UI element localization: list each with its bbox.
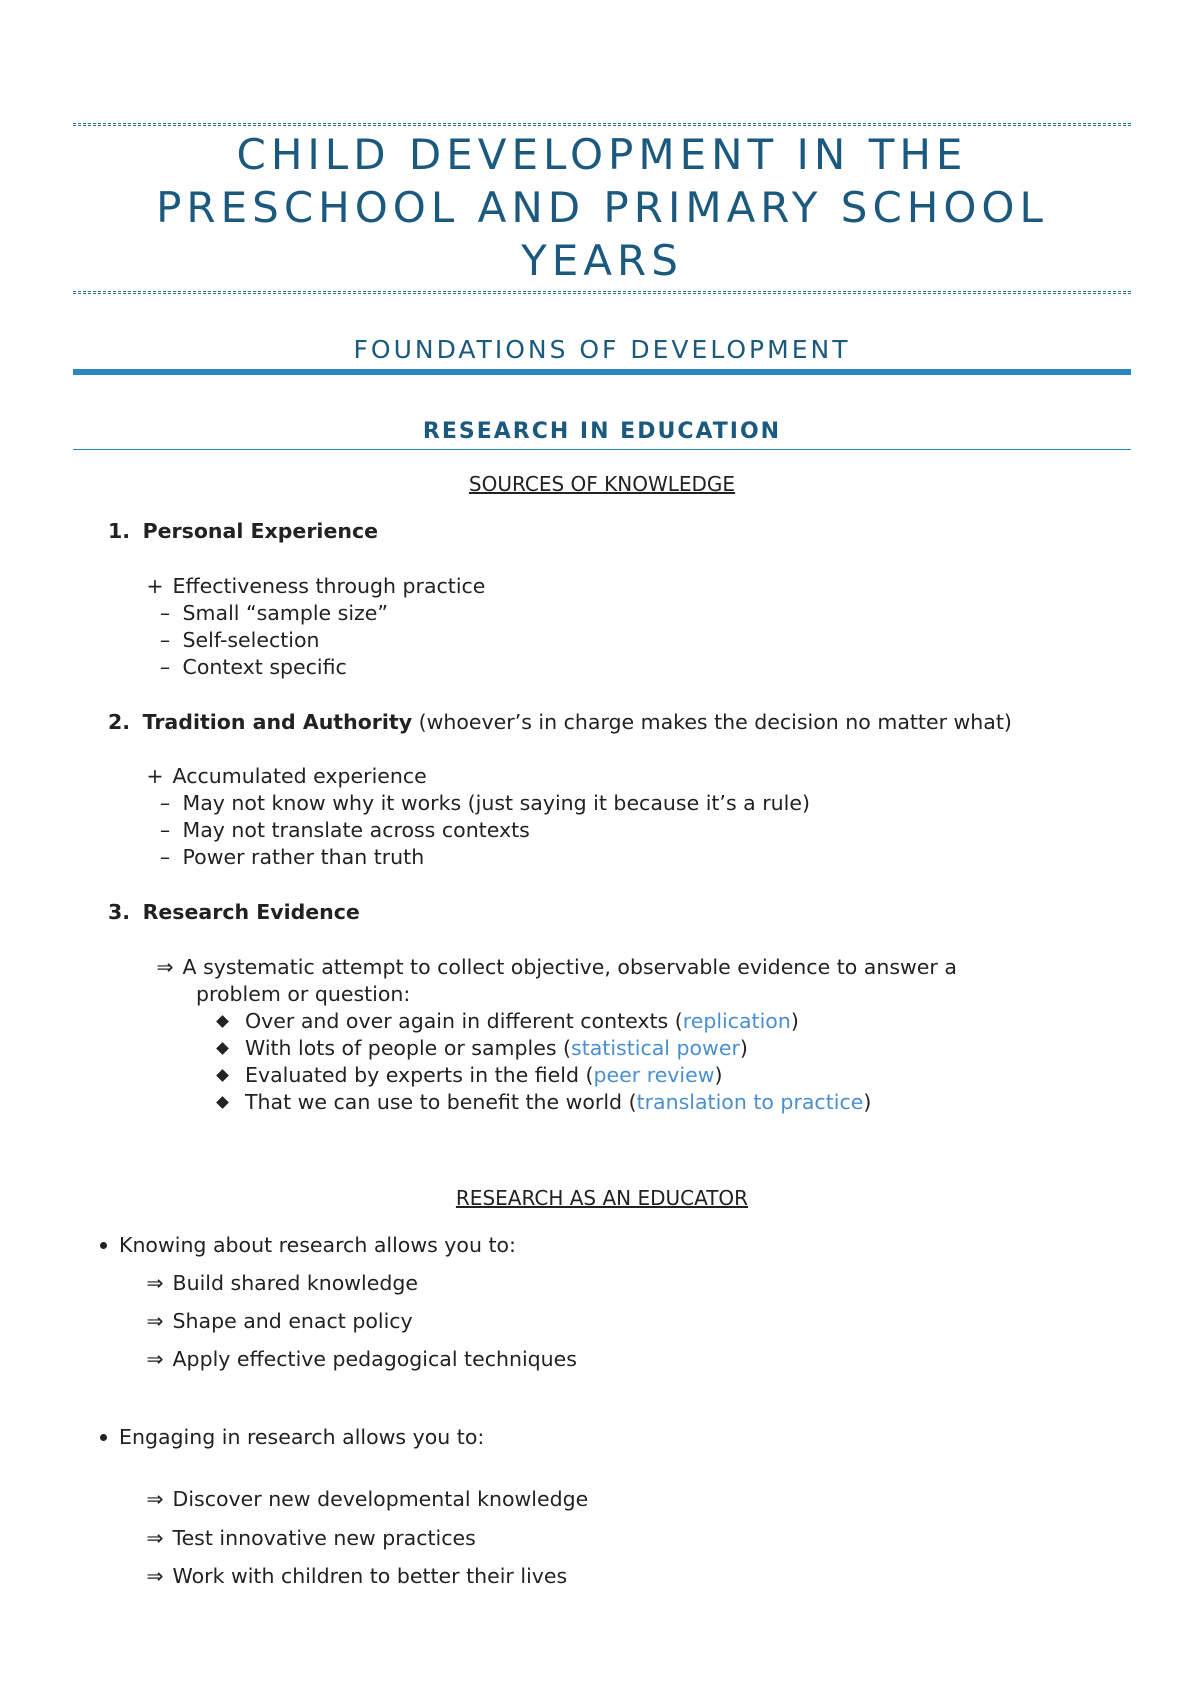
definition — [154, 954, 957, 981]
plus-sign: + — [146, 574, 164, 598]
point — [154, 790, 810, 817]
heading1-rule — [73, 369, 1131, 375]
minus-sign: – — [159, 628, 171, 652]
list-item: ⇒ Shape and enact policy — [144, 1308, 413, 1335]
educator-lead-1: Knowing about research allows you to: — [100, 1232, 516, 1259]
term-statistical-power: statistical power — [571, 1036, 740, 1060]
minus-sign: – — [159, 655, 171, 679]
term-replication: replication — [682, 1009, 791, 1033]
bullet-dot-icon — [100, 1242, 107, 1249]
heading-foundations: FOUNDATIONS OF DEVELOPMENT — [353, 335, 851, 364]
heading-sources-of-knowledge: SOURCES OF KNOWLEDGE — [468, 472, 736, 496]
list-item: ⇒ Apply effective pedagogical techniques — [144, 1346, 577, 1373]
definition-continued: problem or question: — [196, 982, 411, 1006]
plus-sign: + — [146, 764, 164, 788]
item-note: (whoever’s in charge makes the decision no matter what) — [412, 710, 1012, 734]
point-text: Small “sample size” — [182, 601, 389, 625]
arrow-right-icon: ⇒ — [146, 1487, 164, 1511]
point-text: Context specific — [182, 655, 347, 679]
point — [144, 763, 427, 790]
list-item: ⇒ Work with children to better their lives — [144, 1563, 567, 1590]
source-item-1 — [108, 518, 378, 545]
research-criterion: Over and over again in different contexts (replication) — [218, 1008, 799, 1035]
point-text: Self-selection — [182, 628, 320, 652]
title-line-3: YEARS — [521, 236, 683, 285]
document-title — [73, 128, 1131, 287]
item-number: 3. — [108, 900, 131, 924]
diamond-bullet-icon — [216, 1096, 229, 1109]
item-title: Personal Experience — [142, 519, 379, 543]
arrow-right-icon: ⇒ — [146, 1526, 164, 1550]
title-top-rule — [73, 123, 1131, 126]
point-text: Effectiveness through practice — [172, 574, 486, 598]
arrow-right-icon: ⇒ — [146, 1564, 164, 1588]
arrow-right-icon: ⇒ — [146, 1271, 164, 1295]
item-title: Research Evidence — [142, 900, 360, 924]
arrow-right-icon: ⇒ — [146, 1347, 164, 1371]
definition-text: A systematic attempt to collect objective, observable evidence to answer a — [182, 955, 957, 979]
item-number: 1. — [108, 519, 131, 543]
minus-sign: – — [159, 818, 171, 842]
list-item: ⇒ Test innovative new practices — [144, 1525, 476, 1552]
bullet-dot-icon — [100, 1434, 107, 1441]
title-line-2: PRESCHOOL AND PRIMARY SCHOOL — [156, 183, 1048, 232]
item-number: 2. — [108, 710, 131, 734]
term-peer-review: peer review — [593, 1063, 715, 1087]
arrow-right-icon: ⇒ — [146, 1309, 164, 1333]
point-text: Accumulated experience — [172, 764, 427, 788]
diamond-bullet-icon — [216, 1042, 229, 1055]
heading-research-in-education: RESEARCH IN EDUCATION — [422, 419, 782, 444]
research-criterion: Evaluated by experts in the field (peer review) — [218, 1062, 723, 1089]
point — [154, 654, 347, 681]
point — [144, 573, 485, 600]
point — [154, 817, 530, 844]
point-text: May not translate across contexts — [182, 818, 530, 842]
term-translation-to-practice: translation to practice — [636, 1090, 864, 1114]
arrow-right-icon: ⇒ — [156, 955, 174, 979]
item-title: Tradition and Authority — [142, 710, 413, 734]
diamond-bullet-icon — [216, 1069, 229, 1082]
point — [154, 844, 424, 871]
point — [154, 600, 388, 627]
title-bottom-rule — [73, 291, 1131, 294]
heading-research-as-educator: RESEARCH AS AN EDUCATOR — [455, 1186, 749, 1210]
point-text: Power rather than truth — [182, 845, 425, 869]
research-criterion: With lots of people or samples (statistical power) — [218, 1035, 748, 1062]
point-text: May not know why it works (just saying it because it’s a rule) — [182, 791, 810, 815]
educator-lead-2: Engaging in research allows you to: — [100, 1424, 484, 1451]
minus-sign: – — [159, 601, 171, 625]
list-item: ⇒ Build shared knowledge — [144, 1270, 418, 1297]
source-item-3 — [108, 899, 360, 926]
minus-sign: – — [159, 845, 171, 869]
minus-sign: – — [159, 791, 171, 815]
diamond-bullet-icon — [216, 1015, 229, 1028]
research-criterion: That we can use to benefit the world (translation to practice) — [218, 1089, 871, 1116]
heading2-rule — [73, 449, 1131, 450]
title-line-1: CHILD DEVELOPMENT IN THE — [236, 130, 968, 179]
list-item: ⇒ Discover new developmental knowledge — [144, 1486, 588, 1513]
point — [154, 627, 320, 654]
source-item-2 — [108, 709, 1012, 736]
